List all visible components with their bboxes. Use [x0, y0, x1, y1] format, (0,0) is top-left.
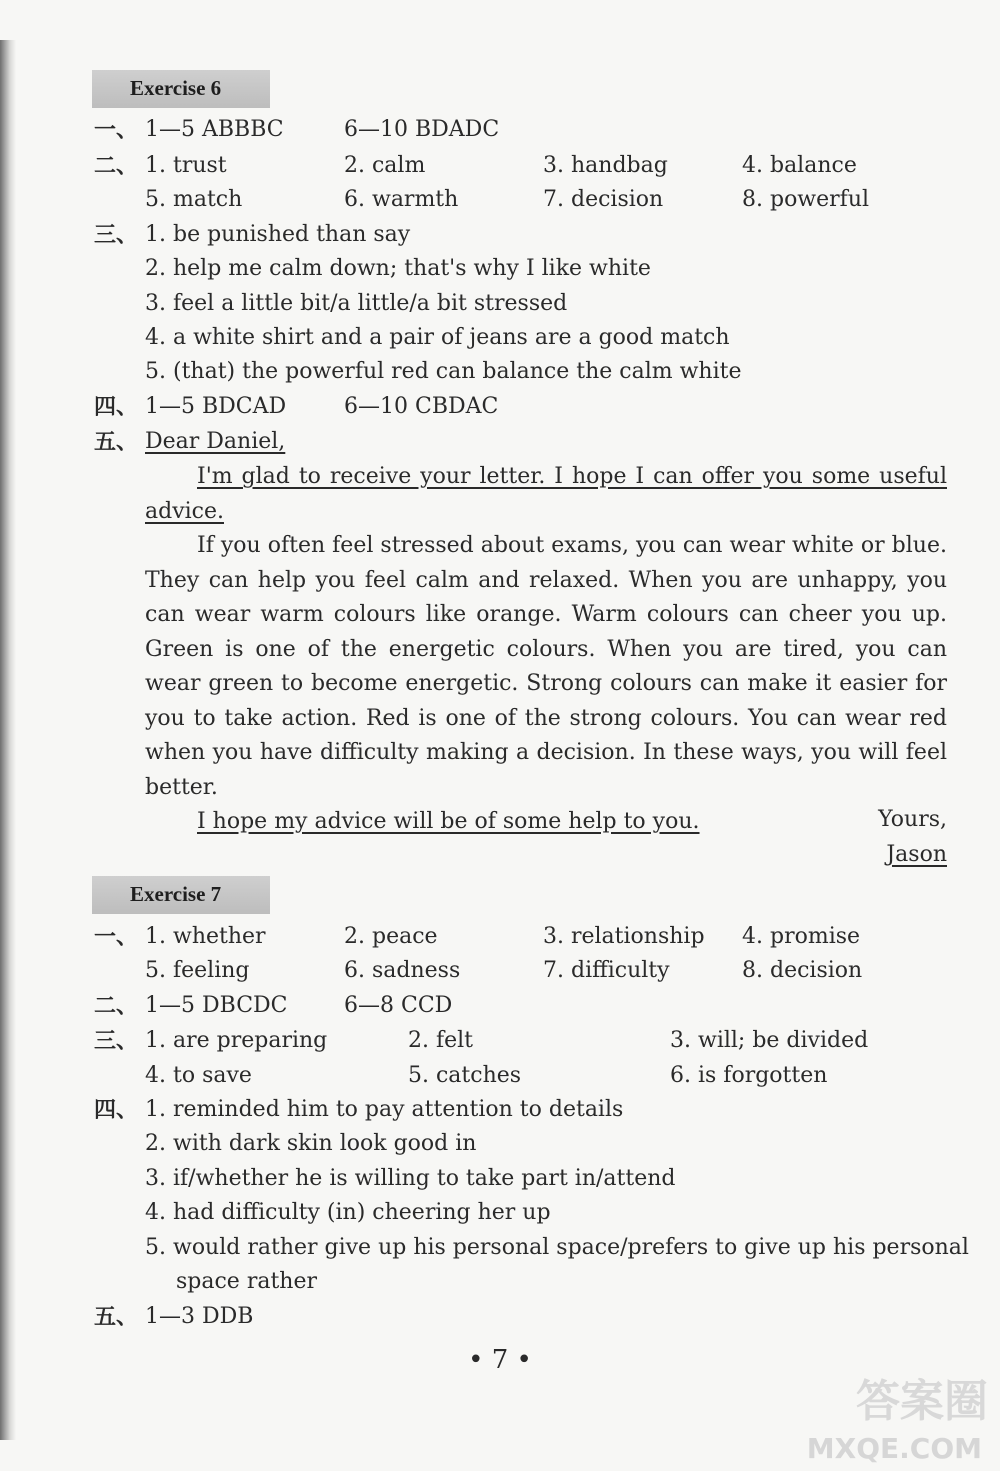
ex7-section-3-number: 三、	[94, 1028, 139, 1054]
ex6-section-3-number: 三、	[94, 222, 139, 248]
ex6-s4-answer-b: 6—10 CBDAC	[344, 394, 499, 419]
ex7-s3-item: 5. catches	[408, 1063, 522, 1088]
ex7-s1-item: 5. feeling	[145, 958, 250, 983]
exercise-7-header	[92, 876, 270, 914]
ex7-s1-item: 8. decision	[742, 958, 863, 983]
ex6-s3-item: 4. a white shirt and a pair of jeans are a good match	[145, 325, 730, 350]
ex7-section-4-number: 四、	[94, 1097, 139, 1123]
page-number: • 7 •	[468, 1345, 532, 1375]
exercise-6-header	[92, 70, 270, 108]
ex7-s1-item: 7. difficulty	[543, 958, 670, 983]
ex6-s2-item: 1. trust	[145, 153, 227, 178]
ex7-s2-answer-b: 6—8 CCD	[344, 993, 453, 1018]
ex6-s2-item: 2. calm	[344, 153, 426, 178]
page-binding-edge	[0, 40, 16, 1440]
letter-paragraph-2: If you often feel stressed about exams, you can wear white or blue. They can help you feel calm and relaxed. When you are unhappy, you can wear warm colours like orange. Warm colours can cheer you up. Green is one of the energetic colours. When you are tired, you can wear green to become energetic. Strong colours can make it easier for you to take action. Red is one of the strong colours. You can wear red when you have difficulty making a decision. In these ways, you will feel better.	[145, 533, 947, 800]
ex7-s4-item: 5. would rather give up his personal space/prefers to give up his personal	[145, 1235, 969, 1260]
ex7-s1-item: 1. whether	[145, 924, 266, 949]
ex7-s4-item: 1. reminded him to pay attention to details	[145, 1097, 624, 1122]
ex7-section-2-number: 二、	[94, 993, 139, 1019]
ex6-s2-item: 8. powerful	[742, 187, 870, 212]
ex6-s2-item: 5. match	[145, 187, 243, 212]
letter-paragraph-3: I hope my advice will be of some help to you.	[197, 809, 700, 834]
ex6-s2-item: 4. balance	[742, 153, 857, 178]
letter-body	[145, 460, 947, 840]
ex7-s3-item: 6. is forgotten	[670, 1063, 828, 1088]
letter-closing: Yours,	[878, 807, 947, 832]
ex6-s3-item: 5. (that) the powerful red can balance the calm white	[145, 359, 742, 384]
ex7-s2-answer-a: 1—5 DBCDC	[145, 993, 288, 1018]
ex7-s3-item: 3. will; be divided	[670, 1028, 869, 1053]
ex6-section-5-number: 五、	[94, 429, 139, 455]
ex7-s3-item: 4. to save	[145, 1063, 252, 1088]
ex6-section-2-number: 二、	[94, 153, 139, 179]
ex7-s5-answer: 1—3 DDB	[145, 1304, 254, 1329]
ex6-s2-item: 7. decision	[543, 187, 664, 212]
ex7-s4-item: 3. if/whether he is willing to take part in/attend	[145, 1166, 676, 1191]
exercise-7-title: Exercise 7	[130, 882, 222, 906]
ex7-s4-item: 2. with dark skin look good in	[145, 1131, 477, 1156]
ex7-s1-item: 6. sadness	[344, 958, 461, 983]
ex6-section-4-number: 四、	[94, 394, 139, 420]
ex6-section-1-number: 一、	[94, 117, 139, 143]
ex7-s1-item: 2. peace	[344, 924, 438, 949]
ex7-s3-item: 2. felt	[408, 1028, 474, 1053]
ex6-s3-item: 2. help me calm down; that's why I like white	[145, 256, 651, 281]
ex7-s4-item: 4. had difficulty (in) cheering her up	[145, 1200, 551, 1225]
ex6-s1-answer-b: 6—10 BDADC	[344, 117, 500, 142]
ex6-s2-item: 6. warmth	[344, 187, 459, 212]
ex7-s1-item: 3. relationship	[543, 924, 705, 949]
ex6-s2-item: 3. handbag	[543, 153, 668, 178]
watermark-site: MXQE.COM	[806, 1432, 982, 1465]
ex6-s1-answer-a: 1—5 ABBBC	[145, 117, 284, 142]
watermark-brand: 答案圈	[856, 1376, 988, 1427]
exercise-6-title: Exercise 6	[130, 76, 222, 100]
letter-signature: Jason	[886, 842, 947, 867]
ex7-section-5-number: 五、	[94, 1304, 139, 1330]
ex7-s1-item: 4. promise	[742, 924, 861, 949]
letter-paragraph-1: I'm glad to receive your letter. I hope I can offer you some useful advice.	[145, 464, 947, 524]
ex7-s3-item: 1. are preparing	[145, 1028, 328, 1053]
ex6-s3-item: 1. be punished than say	[145, 222, 411, 247]
ex6-s4-answer-a: 1—5 BDCAD	[145, 394, 287, 419]
ex7-s4-item-continuation: space rather	[176, 1269, 318, 1294]
ex6-s3-item: 3. feel a little bit/a little/a bit stressed	[145, 291, 568, 316]
ex7-section-1-number: 一、	[94, 924, 139, 950]
letter-greeting: Dear Daniel,	[145, 429, 286, 454]
